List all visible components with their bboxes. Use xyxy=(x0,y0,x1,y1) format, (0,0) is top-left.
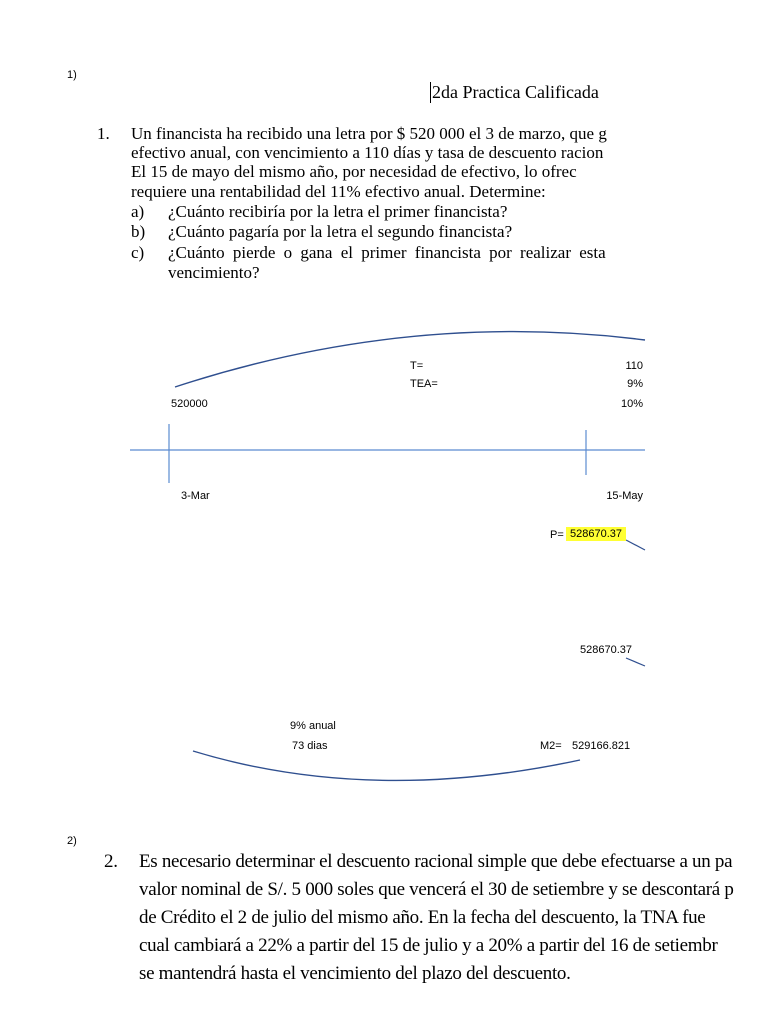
q1-subitem-c-text: ¿Cuánto pierde o gana el primer financista por realizar esta xyxy=(168,243,606,262)
t-label: T= xyxy=(410,360,424,372)
date-end: 15-May xyxy=(606,490,643,502)
p-value-highlighted: 528670.37 xyxy=(566,527,626,541)
q1-line-1: Un financista ha recibido una letra por $ 520 000 el 3 de marzo, que g xyxy=(131,124,607,143)
q1-line-3: El 15 de mayo del mismo año, por necesidad de efectivo, lo ofrec xyxy=(131,162,577,181)
p-label: P= xyxy=(550,529,564,541)
tea-value: 9% xyxy=(627,378,643,390)
q1-line-4: requiere una rentabilidad del 11% efectivo anual. Determine: xyxy=(131,182,546,201)
principal-value: 520000 xyxy=(171,398,208,410)
q2-line-3: de Crédito el 2 de julio del mismo año. En la fecha del descuento, la TNA fue xyxy=(139,907,706,928)
pointer-2 xyxy=(626,658,645,666)
pointer-1 xyxy=(626,540,645,550)
q1-subitem-c-continuation: vencimiento? xyxy=(168,263,260,282)
q1-subitem-a-letter: a) xyxy=(131,202,145,221)
rate-value: 10% xyxy=(620,398,643,410)
days-count: 73 dias xyxy=(292,740,328,752)
p-value-repeat: 528670.37 xyxy=(580,644,632,656)
m2-value: 529166.821 xyxy=(572,740,631,752)
q1-subitem-b-letter: b) xyxy=(131,222,146,241)
bottom-arc xyxy=(193,751,580,780)
q2-line-1: Es necesario determinar el descuento racional simple que debe efectuarse a un pa xyxy=(139,851,733,872)
q1-subitem-b-text: ¿Cuánto pagaría por la letra el segundo financista? xyxy=(168,222,513,241)
q1-line-2: efectivo anual, con vencimiento a 110 días y tasa de descuento racion xyxy=(131,143,604,162)
q1-item-number: 1. xyxy=(97,124,110,143)
question-1-number: 1) xyxy=(67,69,77,81)
question-2-number: 2) xyxy=(67,835,77,847)
q1-subitem-c-letter: c) xyxy=(131,243,145,262)
exam-title: 2da Practica Calificada xyxy=(432,82,599,102)
date-start: 3-Mar xyxy=(181,490,210,502)
annual-rate: 9% anual xyxy=(290,720,336,732)
q2-line-4: cual cambiará a 22% a partir del 15 de julio y a 20% a partir del 16 de setiembr xyxy=(139,935,718,956)
q2-line-5: se mantendrá hasta el vencimiento del plazo del descuento. xyxy=(139,963,571,984)
t-value: 110 xyxy=(625,360,643,372)
q2-line-2: valor nominal de S/. 5 000 soles que vencerá el 30 de setiembre y se descontará p xyxy=(139,879,734,900)
tea-label: TEA= xyxy=(410,378,438,390)
q1-subitem-a-text: ¿Cuánto recibiría por la letra el primer financista? xyxy=(168,202,508,221)
m2-label: M2= xyxy=(540,740,562,752)
q2-item-number: 2. xyxy=(104,851,118,872)
